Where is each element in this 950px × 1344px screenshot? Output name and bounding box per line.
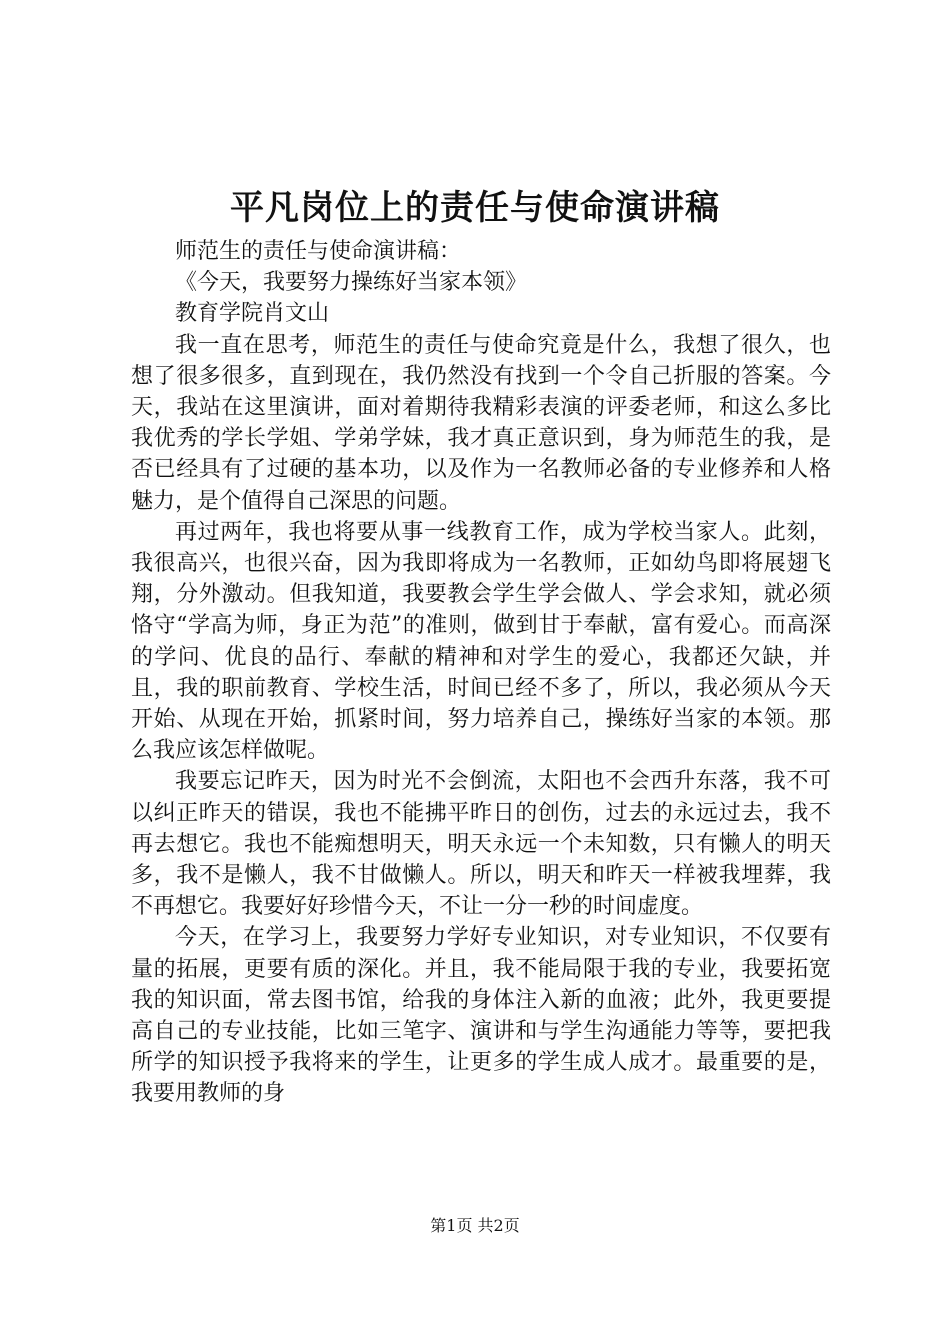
author-line: 教育学院肖文山 — [175, 301, 330, 327]
page-footer: 第1页 共2页 — [430, 1216, 520, 1235]
subtitle-line: 师范生的责任与使命演讲稿： — [175, 239, 462, 264]
body-paragraph: 我要忘记昨天，因为时光不会倒流，太阳也不会西升东落，我不可以纠正昨天的错误，我也不能拂平昨日的创伤，过去的永远过去，我不再去想它。我也不能痴想明天，明天永远一个未知数，只有懒人的明天多，我不是懒人，我不甘做懒人。所以，明天和昨天一样被我埋葬，我不再想它。我要好好珍惜今天，不让一分一秒的时间虚度。 — [131, 769, 831, 920]
speech-title-line: 《今天，我要努力操练好当家本领》 — [175, 270, 528, 296]
body-paragraph: 再过两年，我也将要从事一线教育工作，成为学校当家人。此刻，我很高兴，也很兴奋，因为我即将成为一名教师，正如幼鸟即将展翅飞翔，分外激动。但我知道，我要教会学生学会做人、学会求知，就必须恪守“学高为师，身正为范”的准则，做到甘于奉献，富有爱心。而高深的学问、优良的品行、奉献的精神和对学生的爱心，我都还欠缺，并且，我的职前教育、学校生活，时间已经不多了，所以，我必须从今天开始、从现在开始，抓紧时间，努力培养自己，操练好当家的本领。那么我应该怎样做呢。 — [131, 519, 831, 764]
body-paragraph: 我一直在思考，师范生的责任与使命究竟是什么，我想了很久，也想了很多很多，直到现在，我仍然没有找到一个令自己折服的答案。今天，我站在这里演讲，面对着期待我精彩表演的评委老师，和这么多比我优秀的学长学姐、学弟学妹，我才真正意识到，身为师范生的我，是否已经具有了过硬的基本功，以及作为一名教师必备的专业修养和人格魅力，是个值得自己深思的问题。 — [131, 332, 831, 514]
document-title: 平凡岗位上的责任与使命演讲稿 — [230, 188, 720, 228]
body-paragraph: 今天，在学习上，我要努力学好专业知识，对专业知识，不仅要有量的拓展，更要有质的深化。并且，我不能局限于我的专业，我要拓宽我的知识面，常去图书馆，给我的身体注入新的血液；此外，我更要提高自己的专业技能，比如三笔字、演讲和与学生沟通能力等等，要把我所学的知识授予我将来的学生，让更多的学生成人成才。最重要的是，我要用教师的身 — [131, 925, 831, 1107]
document-body — [131, 236, 831, 1110]
